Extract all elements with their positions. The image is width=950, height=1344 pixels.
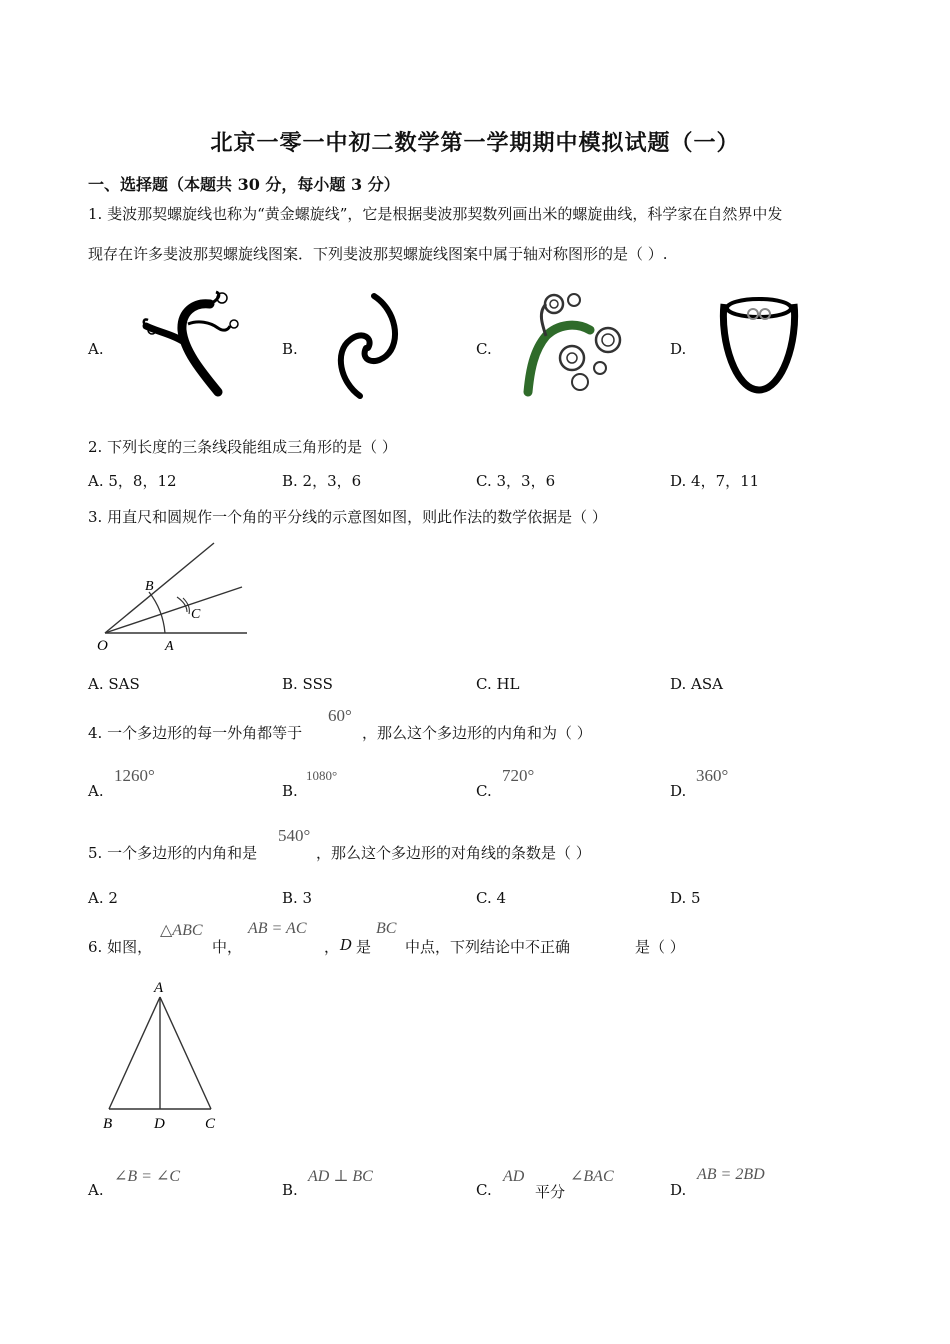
q4-option-c-label: C. xyxy=(476,782,492,800)
q5-option-b: B. 3 xyxy=(282,889,313,907)
q5-stem-part2: ，那么这个多边形的对角线的条数是（ ） xyxy=(316,844,591,862)
q6-stem-comma: ， xyxy=(324,938,340,956)
q5-option-a: A. 2 xyxy=(88,889,118,907)
q6-stem-part1: 6. 如图， xyxy=(88,938,153,956)
q6-option-c-label: C. xyxy=(476,1181,492,1199)
q2-stem: 2. 下列长度的三条线段能组成三角形的是（ ） xyxy=(88,438,397,456)
q3-label-a: A xyxy=(165,639,174,654)
q6-option-c-text: 平分 xyxy=(535,1183,566,1201)
q6-triangle-figure xyxy=(95,975,230,1135)
q6-option-b-math: AD ⊥ BC xyxy=(308,1168,373,1185)
q3-option-c: C. HL xyxy=(476,675,520,693)
q6-side-ab xyxy=(109,997,160,1109)
q1-figure-a-spiral xyxy=(138,290,248,400)
q6-stem-equal-sides: AB = AC xyxy=(248,920,307,937)
q1-line1: 1. 斐波那契螺旋线也称为“黄金螺旋线”，它是根据斐波那契数列画出米的螺旋曲线，科学家在自然界中发 xyxy=(88,205,783,223)
q6-stem-part4: 是（ ） xyxy=(635,938,685,956)
q6-label-a: A xyxy=(154,980,164,996)
q4-option-a-value: 1260° xyxy=(114,766,155,785)
q6-label-d: D xyxy=(154,1116,165,1132)
q5-option-d: D. 5 xyxy=(670,889,701,907)
q6-option-a-math: ∠B = ∠C xyxy=(114,1168,181,1185)
q6-label-b: B xyxy=(103,1116,113,1132)
q4-stem-part2: ，那么这个多边形的内角和为（ ） xyxy=(362,724,592,742)
q6-option-d-math: AB = 2BD xyxy=(697,1166,765,1183)
q3-option-b: B. SSS xyxy=(282,675,333,693)
q6-label-c: C xyxy=(205,1116,216,1132)
q1-line2: 现存在许多斐波那契螺旋线图案．下列斐波那契螺旋线图案中属于轴对称图形的是（ ）. xyxy=(88,245,668,263)
q1-option-b-label: B. xyxy=(282,340,298,358)
q4-stem-math: 60° xyxy=(328,706,352,725)
q3-stem: 3. 用直尺和圆规作一个角的平分线的示意图如图，则此作法的数学依据是（ ） xyxy=(88,508,607,526)
q1-option-a-label: A. xyxy=(88,340,104,358)
q1-figure-b-spiral xyxy=(330,290,410,402)
q3-label-o: O xyxy=(97,638,108,654)
q6-stem-part3: 中点，下列结论中不正确 xyxy=(405,938,571,956)
q2-option-d: D. 4，7，11 xyxy=(670,472,760,490)
q4-option-a-label: A. xyxy=(88,782,104,800)
q6-side-ac xyxy=(160,997,211,1109)
q5-option-c: C. 4 xyxy=(476,889,507,907)
q4-option-b-value: 1080° xyxy=(306,768,338,783)
q6-option-c-math2: ∠BAC xyxy=(570,1168,614,1185)
q3-angle-bisector-figure xyxy=(95,540,255,655)
q5-stem-math: 540° xyxy=(278,826,311,845)
q4-option-d-label: D. xyxy=(670,782,687,800)
q4-option-d-value: 360° xyxy=(696,766,729,785)
q6-option-c-math: AD xyxy=(503,1168,525,1185)
q6-stem-bc: BC xyxy=(376,920,397,937)
q6-stem-point-d: D xyxy=(340,936,353,954)
q1-option-d-label: D. xyxy=(670,340,687,358)
q6-option-a-label: A. xyxy=(88,1181,104,1199)
q2-option-b: B. 2，3，6 xyxy=(282,472,362,490)
q3-label-c: C xyxy=(191,607,201,622)
q5-stem-part1: 5. 一个多边形的内角和是 xyxy=(88,844,258,862)
q3-ray-oc xyxy=(105,587,242,633)
q4-stem-part1: 4. 一个多边形的每一外角都等于 xyxy=(88,724,303,742)
q4-option-b-label: B. xyxy=(282,782,298,800)
q1-figure-d-cup xyxy=(716,292,802,396)
q2-option-c: C. 3，3，6 xyxy=(476,472,556,490)
q6-option-b-label: B. xyxy=(282,1181,298,1199)
q3-label-b: B xyxy=(145,579,154,594)
q3-arc xyxy=(149,592,165,633)
page-title: 北京一零一中初二数学第一学期期中模拟试题（一） xyxy=(210,130,740,156)
q4-option-c-value: 720° xyxy=(502,766,535,785)
section-heading: 一、选择题（本题共 30 分，每小题 3 分） xyxy=(88,175,400,194)
q3-option-d: D. ASA xyxy=(670,675,723,693)
q6-stem-part2: 中， xyxy=(212,938,243,956)
q1-option-c-label: C. xyxy=(476,340,492,358)
q6-option-d-label: D. xyxy=(670,1181,687,1199)
q6-stem-is: 是 xyxy=(356,938,372,956)
q3-option-a: A. SAS xyxy=(88,675,140,693)
q6-stem-triangle: △ABC xyxy=(160,922,203,939)
q2-option-a: A. 5，8，12 xyxy=(88,472,177,490)
q1-figure-c-vine xyxy=(520,290,630,398)
